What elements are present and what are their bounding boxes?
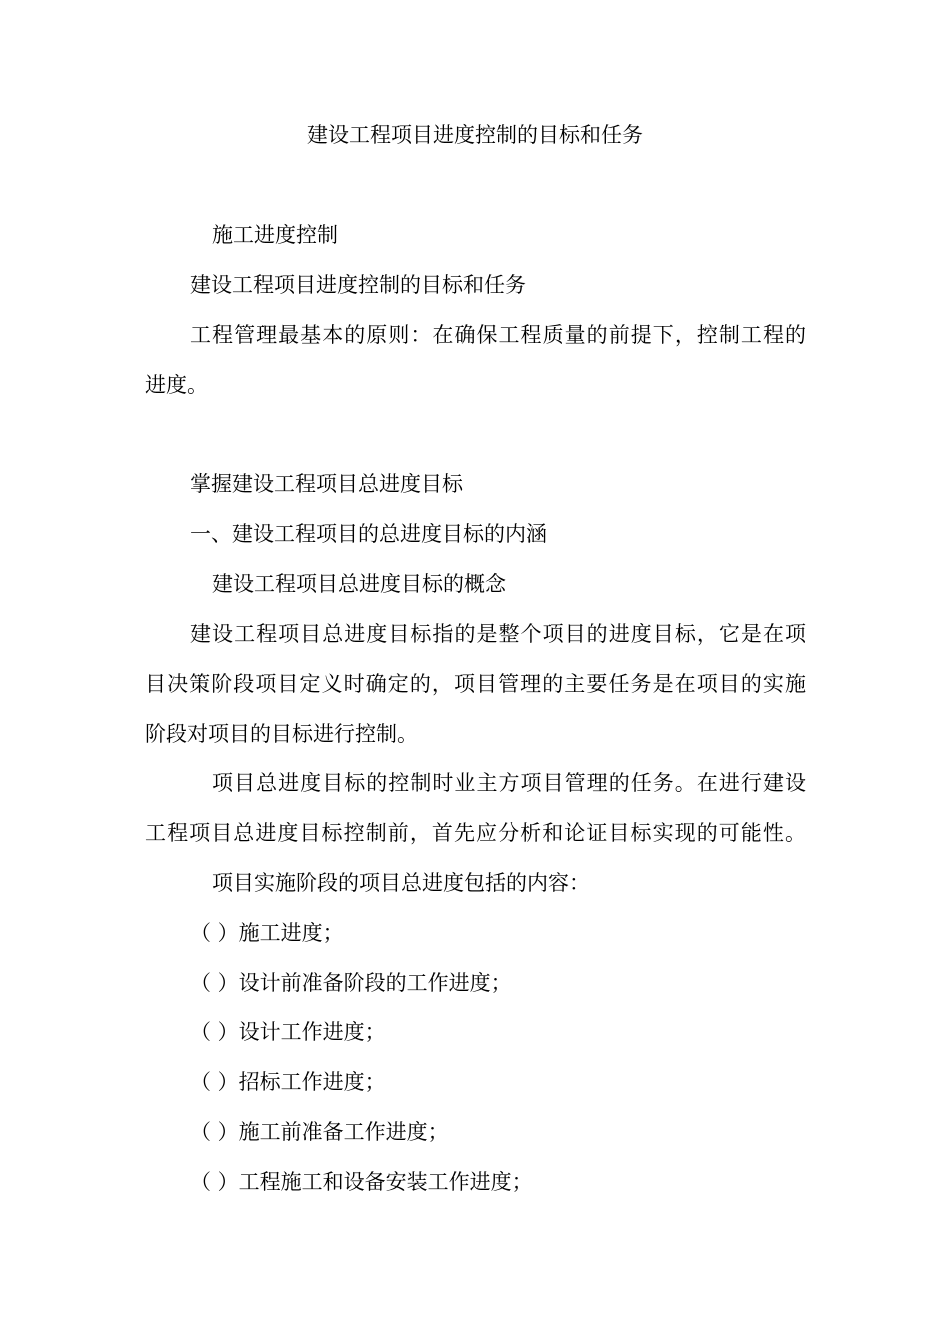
list-item: （ ）施工进度； bbox=[190, 921, 344, 945]
principle-paragraph-line-2: 进度。 bbox=[145, 373, 208, 397]
owner-paragraph-line-2: 工程项目总进度目标控制前，首先应分析和论证目标实现的可能性。 bbox=[145, 821, 806, 845]
list-item: （ ）施工前准备工作进度； bbox=[190, 1120, 449, 1144]
list-item: （ ）工程施工和设备安装工作进度； bbox=[190, 1170, 533, 1194]
principle-paragraph-line-1: 工程管理最基本的原则：在确保工程质量的前提下，控制工程的 bbox=[190, 323, 806, 347]
concept-paragraph-line-1: 建设工程项目总进度目标指的是整个项目的进度目标，它是在项 bbox=[190, 622, 806, 646]
contents-intro: 项目实施阶段的项目总进度包括的内容： bbox=[212, 871, 590, 895]
heading-construction-progress: 施工进度控制 bbox=[212, 223, 338, 247]
master-heading: 掌握建设工程项目总进度目标 bbox=[190, 472, 463, 496]
owner-paragraph-line-1: 项目总进度目标的控制时业主方项目管理的任务。在进行建设 bbox=[212, 771, 806, 795]
list-item: （ ）招标工作进度； bbox=[190, 1070, 386, 1094]
concept-paragraph-line-3: 阶段对项目的目标进行控制。 bbox=[145, 722, 418, 746]
section-one-heading: 一、建设工程项目的总进度目标的内涵 bbox=[190, 522, 547, 546]
document-title: 建设工程项目进度控制的目标和任务 bbox=[307, 123, 643, 147]
concept-heading: 建设工程项目总进度目标的概念 bbox=[212, 572, 506, 596]
list-item: （ ）设计前准备阶段的工作进度； bbox=[190, 971, 512, 995]
list-item: （ ）设计工作进度； bbox=[190, 1020, 386, 1044]
subheading-goals-tasks: 建设工程项目进度控制的目标和任务 bbox=[190, 273, 526, 297]
concept-paragraph-line-2: 目决策阶段项目定义时确定的，项目管理的主要任务是在项目的实施 bbox=[145, 672, 806, 696]
